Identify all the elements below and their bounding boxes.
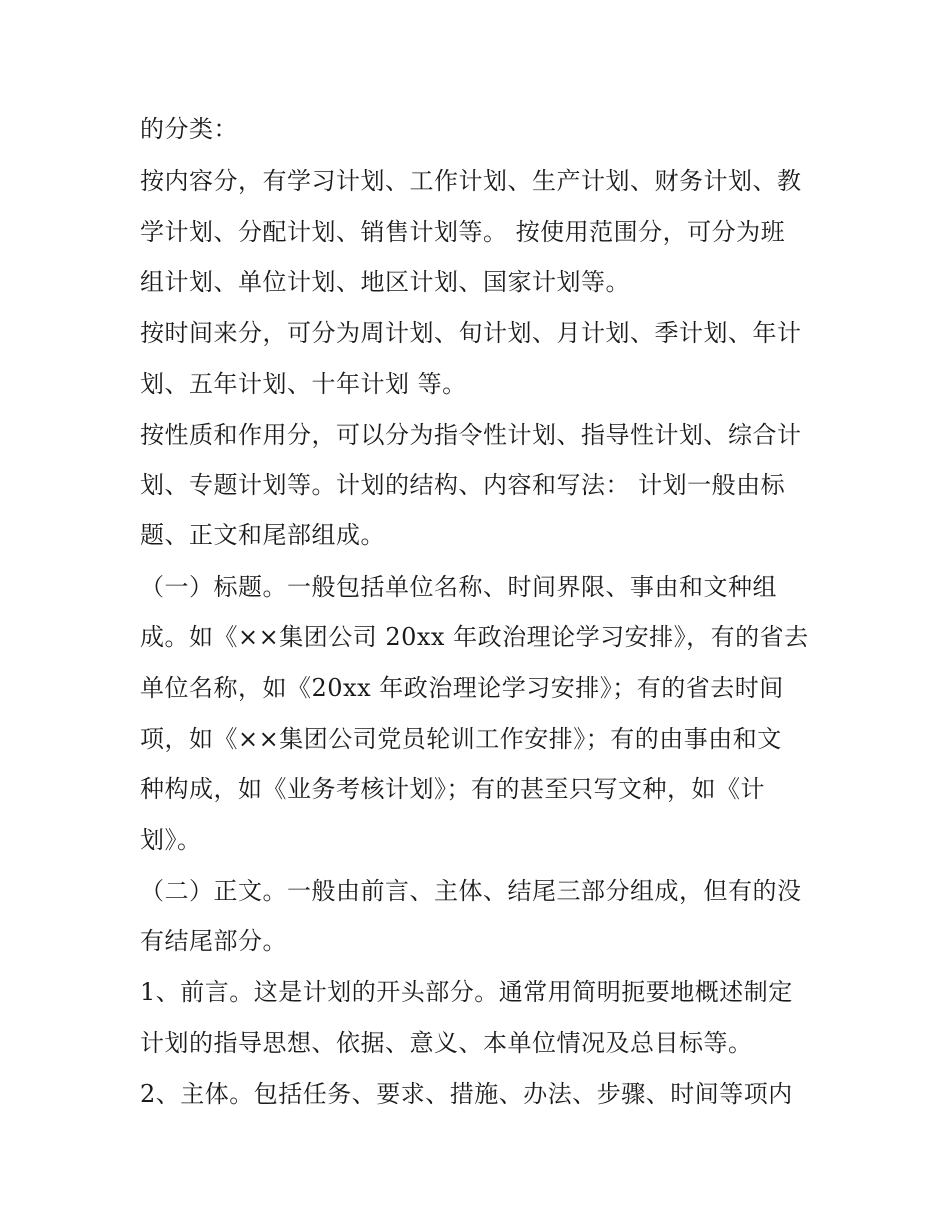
text-line: 组计划、单位计划、地区计划、国家计划等。 <box>140 268 630 296</box>
text-line: 的分类： <box>140 115 238 143</box>
text-line: 题、正文和尾部组成。 <box>140 521 385 549</box>
text-line: 划、专题计划等。计划的结构、内容和写法： 计划一般由标 <box>140 471 786 499</box>
text-line: 有结尾部分。 <box>140 927 287 955</box>
text-line: 1、前言。这是计划的开头部分。通常用简明扼要地概述制定 <box>140 978 793 1006</box>
text-line: 2、主体。包括任务、要求、措施、办法、步骤、时间等项内 <box>140 1080 793 1108</box>
text-line: 按内容分，有学习计划、工作计划、生产计划、财务计划、教 <box>140 167 802 195</box>
text-line: （一）标题。一般包括单位名称、时间界限、事由和文种组 <box>140 573 777 601</box>
text-line: 划、五年计划、十年计划 等。 <box>140 370 467 398</box>
text-line: 按性质和作用分，可以分为指令性计划、指导性计划、综合计 <box>140 421 802 449</box>
text-line: 项，如《××集团公司党员轮训工作安排》；有的由事由和文 <box>140 725 782 753</box>
text-line: 学计划、分配计划、销售计划等。 按使用范围分，可分为班 <box>140 218 786 246</box>
text-line: 种构成，如《业务考核计划》；有的甚至只写文种，如《计 <box>140 775 765 803</box>
text-line: 划》。 <box>140 826 202 854</box>
text-line: 成。如《××集团公司 20xx 年政治理论学习安排》，有的省去 <box>140 623 809 651</box>
text-line: 按时间来分，可分为周计划、旬计划、月计划、季计划、年计 <box>140 319 802 347</box>
text-line: （二）正文。一般由前言、主体、结尾三部分组成，但有的没 <box>140 877 802 905</box>
text-line: 计划的指导思想、依据、意义、本单位情况及总目标等。 <box>140 1029 753 1057</box>
text-line: 单位名称，如《20xx 年政治理论学习安排》；有的省去时间 <box>140 674 784 702</box>
